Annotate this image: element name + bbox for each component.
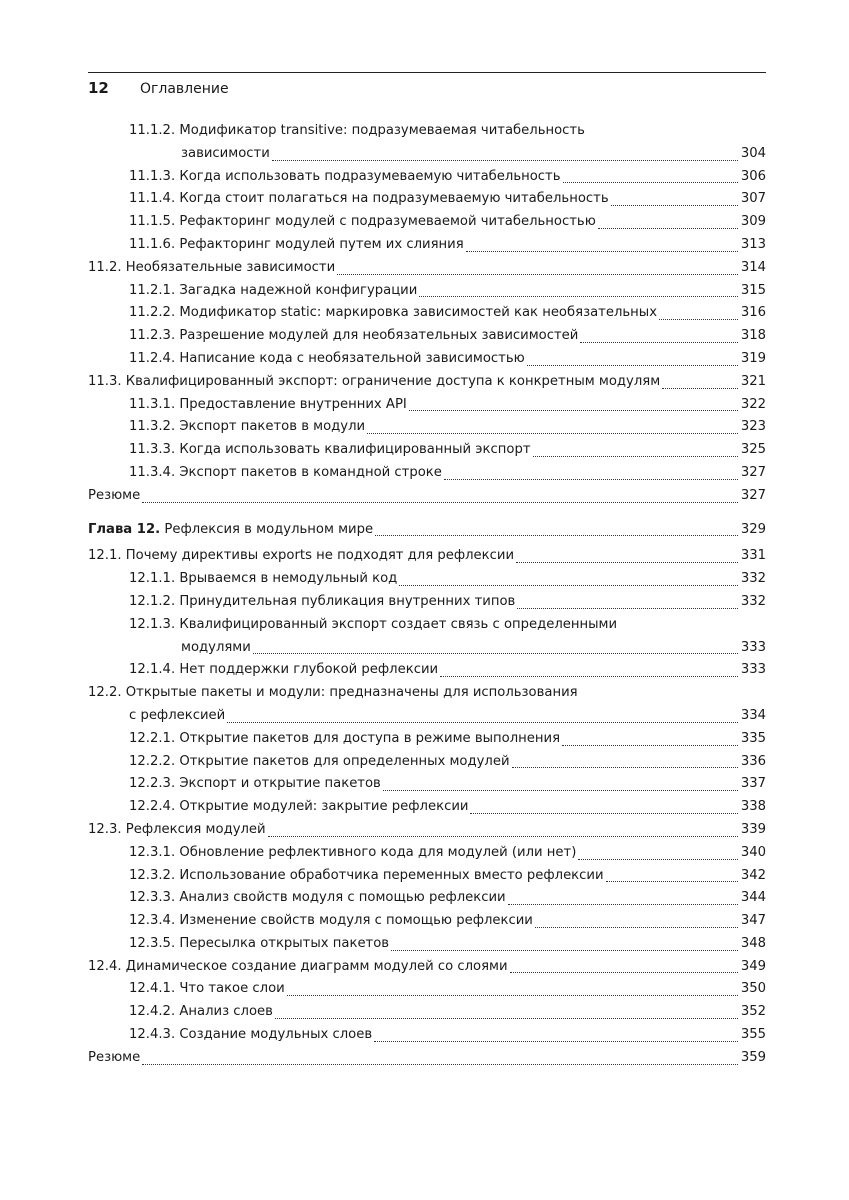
dot-leader bbox=[533, 456, 738, 457]
toc-entry-page: 307 bbox=[740, 191, 766, 207]
toc-entry[interactable] bbox=[88, 819, 766, 842]
toc-entry-number: 12.4.1. bbox=[129, 981, 176, 997]
toc-entry-text: Резюме bbox=[88, 487, 141, 503]
toc-entry[interactable] bbox=[88, 280, 766, 303]
toc-entry-page: 313 bbox=[740, 236, 766, 252]
toc-entry-page: 309 bbox=[740, 214, 766, 230]
toc-entry[interactable] bbox=[88, 257, 766, 280]
toc-entry-title bbox=[88, 519, 373, 542]
toc-entry-title bbox=[129, 591, 515, 614]
dot-leader bbox=[275, 1018, 738, 1019]
toc-entry-title bbox=[88, 1047, 140, 1070]
dot-leader bbox=[142, 502, 738, 503]
toc-entry-page: 339 bbox=[740, 821, 766, 837]
toc-entry-text: Анализ свойств модуля с помощью рефлексии bbox=[179, 890, 506, 906]
toc-entry-text: Предоставление внутренних API bbox=[179, 396, 407, 412]
dot-leader bbox=[535, 927, 738, 928]
toc-entry-number: 12.4. bbox=[88, 958, 122, 974]
toc-entry-title bbox=[129, 166, 561, 189]
toc-entry[interactable] bbox=[88, 348, 766, 371]
toc-entry-title bbox=[129, 568, 397, 591]
toc-entry-number: 11.2.1. bbox=[129, 282, 176, 298]
toc-entry-title bbox=[129, 1001, 273, 1024]
toc-entry-title bbox=[129, 325, 578, 348]
dot-leader bbox=[367, 433, 738, 434]
toc-entry-page: 359 bbox=[740, 1049, 766, 1065]
toc-entry-page: 327 bbox=[740, 464, 766, 480]
toc-entry-page: 352 bbox=[740, 1004, 766, 1020]
toc-entry-number: 11.2. bbox=[88, 259, 122, 275]
toc-entry-page: 350 bbox=[740, 981, 766, 997]
toc-entry-text: Квалифицированный экспорт создает связь с определенными bbox=[179, 616, 618, 632]
toc-entry-text: Открытие пакетов для определенных модулей bbox=[179, 753, 510, 769]
toc-entry-text: Квалифицированный экспорт: ограничение доступа к конкретным модулям bbox=[125, 373, 661, 389]
toc-entry-text: Врываемся в немодульный код bbox=[179, 571, 398, 587]
toc-entry[interactable] bbox=[88, 751, 766, 774]
toc-entry-number: 12.2.2. bbox=[129, 753, 176, 769]
toc-entry-page: 321 bbox=[740, 373, 766, 389]
toc-entry-text: Экспорт и открытие пакетов bbox=[179, 776, 381, 792]
toc-entry-title bbox=[129, 865, 604, 888]
dot-leader bbox=[440, 676, 738, 677]
toc-entry-text: Рефакторинг модулей с подразумеваемой читабельностью bbox=[179, 214, 596, 230]
toc-entry-text: Изменение свойств модуля с помощью рефлексии bbox=[179, 913, 533, 929]
header-title: Оглавление bbox=[140, 81, 229, 97]
toc-entry-number: 12.4.2. bbox=[129, 1004, 176, 1020]
toc-entry-title bbox=[129, 728, 560, 751]
toc-entry-number: 11.3. bbox=[88, 373, 122, 389]
toc-entry-number: 11.3.1. bbox=[129, 396, 176, 412]
dot-leader bbox=[470, 813, 737, 814]
toc-entry-title bbox=[88, 819, 266, 842]
toc-entry-text: Резюме bbox=[88, 1049, 141, 1065]
toc-entry-text: Экспорт пакетов в модули bbox=[179, 419, 366, 435]
toc-entry[interactable] bbox=[88, 796, 766, 819]
toc-entry[interactable] bbox=[88, 1047, 766, 1070]
toc-entry[interactable] bbox=[88, 485, 766, 508]
dot-leader bbox=[409, 410, 738, 411]
toc-entry-number: 11.1.3. bbox=[129, 168, 176, 184]
chapter-label: Глава 12. bbox=[88, 521, 161, 537]
dot-leader bbox=[527, 365, 738, 366]
toc-entry[interactable] bbox=[88, 865, 766, 888]
dot-leader bbox=[419, 296, 738, 297]
toc-entry-title bbox=[129, 211, 596, 234]
toc-entry[interactable] bbox=[88, 416, 766, 439]
toc-entry-page: 331 bbox=[740, 548, 766, 564]
toc-entry-number: 12.3.2. bbox=[129, 867, 176, 883]
toc-entry-title bbox=[129, 123, 585, 138]
toc-entry-number: 12.1.3. bbox=[129, 616, 176, 632]
toc-entry-number: 11.2.2. bbox=[129, 305, 176, 321]
dot-leader bbox=[517, 608, 738, 609]
toc-entry-page: 335 bbox=[740, 730, 766, 746]
toc-entry[interactable] bbox=[88, 568, 766, 591]
toc-entry-title bbox=[129, 234, 464, 257]
toc-entry-number: 11.3.4. bbox=[129, 464, 176, 480]
toc-entry-page: 319 bbox=[740, 350, 766, 366]
toc-entry-title bbox=[129, 933, 389, 956]
toc-entry-title bbox=[129, 394, 407, 417]
toc-entry-number: 12.3.5. bbox=[129, 935, 176, 951]
dot-leader bbox=[391, 950, 738, 951]
toc-entry-title bbox=[129, 842, 576, 865]
toc-entry[interactable] bbox=[88, 439, 766, 462]
toc-entry-number: 12.2.4. bbox=[129, 799, 176, 815]
toc-entry-title bbox=[129, 978, 285, 1001]
toc-entry-continuation: модулями bbox=[181, 639, 251, 655]
toc-entry-text: Рефлексия модулей bbox=[125, 821, 266, 837]
toc-entry-text: Нет поддержки глубокой рефлексии bbox=[179, 662, 439, 678]
toc-entry-number: 12.2.1. bbox=[129, 730, 176, 746]
toc-entry-title bbox=[129, 280, 417, 303]
toc-entry-title bbox=[129, 796, 468, 819]
toc-entry-text: Открытие пакетов для доступа в режиме выполнения bbox=[179, 730, 561, 746]
toc-entry-number: 12.3. bbox=[88, 821, 122, 837]
toc-entry[interactable] bbox=[88, 978, 766, 1001]
toc-entry-text: Динамическое создание диаграмм модулей со слоями bbox=[125, 958, 508, 974]
dot-leader bbox=[508, 904, 738, 905]
toc-entry-page: 325 bbox=[740, 442, 766, 458]
dot-leader bbox=[512, 767, 738, 768]
toc-entry[interactable] bbox=[88, 519, 766, 542]
toc-entry-text: Экспорт пакетов в командной строке bbox=[179, 464, 442, 480]
toc-entry-text: Что такое слои bbox=[179, 981, 285, 997]
dot-leader bbox=[142, 1064, 738, 1065]
toc-entry-number: 12.2. bbox=[88, 685, 122, 701]
toc-entry-page: 334 bbox=[740, 707, 766, 723]
toc-entry-text: Анализ слоев bbox=[179, 1004, 273, 1020]
dot-leader bbox=[227, 722, 738, 723]
dot-leader bbox=[580, 342, 737, 343]
toc-entry-page: 329 bbox=[740, 521, 766, 537]
running-header bbox=[88, 72, 766, 102]
toc-entry-text: Когда использовать подразумеваемую читабельность bbox=[179, 168, 561, 184]
toc-entry-title bbox=[129, 659, 438, 682]
chapter-title: Рефлексия в модульном мире bbox=[164, 521, 374, 537]
page-number: 12 bbox=[88, 79, 109, 97]
toc-entry-number: 12.3.1. bbox=[129, 844, 176, 860]
toc-entry-page: 349 bbox=[740, 958, 766, 974]
toc-entry-number: 12.1.4. bbox=[129, 662, 176, 678]
toc-entry[interactable] bbox=[88, 462, 766, 485]
toc-entry-continuation: с рефлексией bbox=[129, 707, 226, 723]
toc-entry-text: Модификатор static: маркировка зависимостей как необязательных bbox=[179, 305, 657, 321]
toc-entry-page: 306 bbox=[740, 168, 766, 184]
table-of-contents bbox=[88, 120, 766, 1070]
toc-entry-text: Разрешение модулей для необязательных зависимостей bbox=[179, 328, 579, 344]
toc-entry[interactable] bbox=[88, 234, 766, 257]
toc-entry-text: Принудительная публикация внутренних типов bbox=[179, 593, 516, 609]
dot-leader bbox=[598, 228, 738, 229]
toc-entry[interactable] bbox=[88, 614, 766, 660]
toc-entry-text: Загадка надежной конфигурации bbox=[179, 282, 418, 298]
toc-entry[interactable] bbox=[88, 682, 766, 728]
dot-leader bbox=[337, 274, 738, 275]
toc-entry-number: 12.3.4. bbox=[129, 913, 176, 929]
toc-entry-page: 323 bbox=[740, 419, 766, 435]
dot-leader bbox=[611, 205, 738, 206]
toc-entry-page: 342 bbox=[740, 867, 766, 883]
toc-entry-text: Написание кода с необязательной зависимостью bbox=[179, 350, 525, 366]
dot-leader bbox=[287, 995, 738, 996]
toc-entry-text: Открытые пакеты и модули: предназначены для использования bbox=[125, 685, 578, 701]
toc-entry[interactable] bbox=[88, 773, 766, 796]
toc-entry-page: 316 bbox=[740, 305, 766, 321]
toc-entry[interactable] bbox=[88, 394, 766, 417]
toc-entry-number: 11.3.2. bbox=[129, 419, 176, 435]
toc-entry[interactable] bbox=[88, 120, 766, 166]
dot-leader bbox=[659, 319, 738, 320]
dot-leader bbox=[562, 745, 738, 746]
toc-entry-continuation: зависимости bbox=[181, 145, 270, 161]
toc-entry-page: 333 bbox=[740, 662, 766, 678]
toc-entry-page: 315 bbox=[740, 282, 766, 298]
toc-entry[interactable] bbox=[88, 211, 766, 234]
dot-leader bbox=[399, 585, 738, 586]
toc-entry-text: Рефакторинг модулей путем их слияния bbox=[179, 236, 464, 252]
toc-entry-text: Создание модульных слоев bbox=[179, 1027, 373, 1043]
toc-entry-title bbox=[129, 439, 531, 462]
toc-entry-title bbox=[129, 348, 525, 371]
toc-entry-title bbox=[129, 887, 506, 910]
toc-entry[interactable] bbox=[88, 591, 766, 614]
dot-leader bbox=[516, 562, 738, 563]
toc-entry-title bbox=[129, 302, 657, 325]
toc-entry[interactable] bbox=[88, 188, 766, 211]
toc-entry-text: Модификатор transitive: подразумеваемая читабельность bbox=[179, 123, 585, 138]
toc-entry-page: 340 bbox=[740, 844, 766, 860]
dot-leader bbox=[510, 972, 738, 973]
toc-entry-number: 12.2.3. bbox=[129, 776, 176, 792]
toc-entry[interactable] bbox=[88, 728, 766, 751]
toc-entry-page: 333 bbox=[740, 639, 766, 655]
book-page bbox=[88, 72, 766, 1070]
toc-entry[interactable] bbox=[88, 1024, 766, 1047]
toc-entry-title bbox=[88, 685, 578, 700]
toc-entry-page: 304 bbox=[740, 145, 766, 161]
dot-leader bbox=[444, 479, 738, 480]
toc-entry-text: Обновление рефлективного кода для модулей (или нет) bbox=[179, 844, 577, 860]
dot-leader bbox=[466, 251, 738, 252]
toc-entry-page: 355 bbox=[740, 1027, 766, 1043]
toc-entry-page: 347 bbox=[740, 913, 766, 929]
dot-leader bbox=[253, 653, 738, 654]
dot-leader bbox=[662, 388, 738, 389]
toc-entry-number: 12.1. bbox=[88, 548, 122, 564]
dot-leader bbox=[268, 836, 738, 837]
toc-entry-page: 314 bbox=[740, 259, 766, 275]
toc-entry-number: 11.2.3. bbox=[129, 328, 176, 344]
toc-entry-page: 344 bbox=[740, 890, 766, 906]
toc-entry[interactable] bbox=[88, 302, 766, 325]
dot-leader bbox=[606, 881, 738, 882]
toc-entry-title bbox=[88, 257, 335, 280]
toc-entry-text: Пересылка открытых пакетов bbox=[179, 935, 390, 951]
toc-entry[interactable] bbox=[88, 910, 766, 933]
dot-leader bbox=[272, 160, 738, 161]
toc-entry-title bbox=[129, 416, 365, 439]
toc-entry[interactable] bbox=[88, 956, 766, 979]
dot-leader bbox=[375, 535, 738, 536]
toc-entry-page: 337 bbox=[740, 776, 766, 792]
toc-entry-number: 11.3.3. bbox=[129, 442, 176, 458]
toc-entry-text: Почему директивы exports не подходят для рефлексии bbox=[125, 548, 515, 564]
toc-entry-page: 336 bbox=[740, 753, 766, 769]
toc-entry-page: 338 bbox=[740, 799, 766, 815]
toc-entry[interactable] bbox=[88, 545, 766, 568]
dot-leader bbox=[578, 859, 737, 860]
dot-leader bbox=[563, 182, 738, 183]
toc-entry-page: 332 bbox=[740, 593, 766, 609]
toc-entry-page: 322 bbox=[740, 396, 766, 412]
toc-entry-number: 11.1.6. bbox=[129, 236, 176, 252]
toc-entry-title bbox=[88, 545, 514, 568]
toc-entry-title bbox=[129, 773, 381, 796]
toc-entry[interactable] bbox=[88, 933, 766, 956]
toc-entry-number: 11.1.2. bbox=[129, 123, 176, 138]
toc-entry-number: 12.4.3. bbox=[129, 1027, 176, 1043]
toc-entry-title bbox=[88, 956, 508, 979]
toc-entry-number: 12.3.3. bbox=[129, 890, 176, 906]
dot-leader bbox=[374, 1041, 738, 1042]
toc-entry-title bbox=[129, 617, 617, 632]
toc-entry[interactable] bbox=[88, 1001, 766, 1024]
toc-entry-title bbox=[129, 462, 442, 485]
toc-entry-number: 11.2.4. bbox=[129, 350, 176, 366]
toc-entry-title bbox=[129, 188, 609, 211]
toc-entry-text: Когда использовать квалифицированный экспорт bbox=[179, 442, 531, 458]
toc-entry[interactable] bbox=[88, 887, 766, 910]
toc-entry[interactable] bbox=[88, 659, 766, 682]
toc-entry-number: 12.1.1. bbox=[129, 571, 176, 587]
toc-entry-page: 318 bbox=[740, 328, 766, 344]
toc-entry-title bbox=[129, 910, 533, 933]
toc-entry-page: 327 bbox=[740, 487, 766, 503]
toc-entry-page: 332 bbox=[740, 571, 766, 587]
toc-entry-title bbox=[88, 371, 660, 394]
toc-entry[interactable] bbox=[88, 371, 766, 394]
toc-entry-text: Открытие модулей: закрытие рефлексии bbox=[179, 799, 469, 815]
toc-entry-text: Использование обработчика переменных вместо рефлексии bbox=[179, 867, 604, 883]
toc-entry-number: 12.1.2. bbox=[129, 593, 176, 609]
toc-entry[interactable] bbox=[88, 166, 766, 189]
toc-entry[interactable] bbox=[88, 325, 766, 348]
toc-entry-number: 11.1.5. bbox=[129, 214, 176, 230]
toc-entry-number: 11.1.4. bbox=[129, 191, 176, 207]
toc-entry-title bbox=[129, 1024, 372, 1047]
toc-entry-text: Когда стоит полагаться на подразумеваемую читабельность bbox=[179, 191, 609, 207]
toc-entry-title bbox=[88, 485, 140, 508]
toc-entry-text: Необязательные зависимости bbox=[125, 259, 336, 275]
toc-entry-title bbox=[129, 751, 510, 774]
toc-entry[interactable] bbox=[88, 842, 766, 865]
dot-leader bbox=[383, 790, 738, 791]
toc-entry-page: 348 bbox=[740, 935, 766, 951]
